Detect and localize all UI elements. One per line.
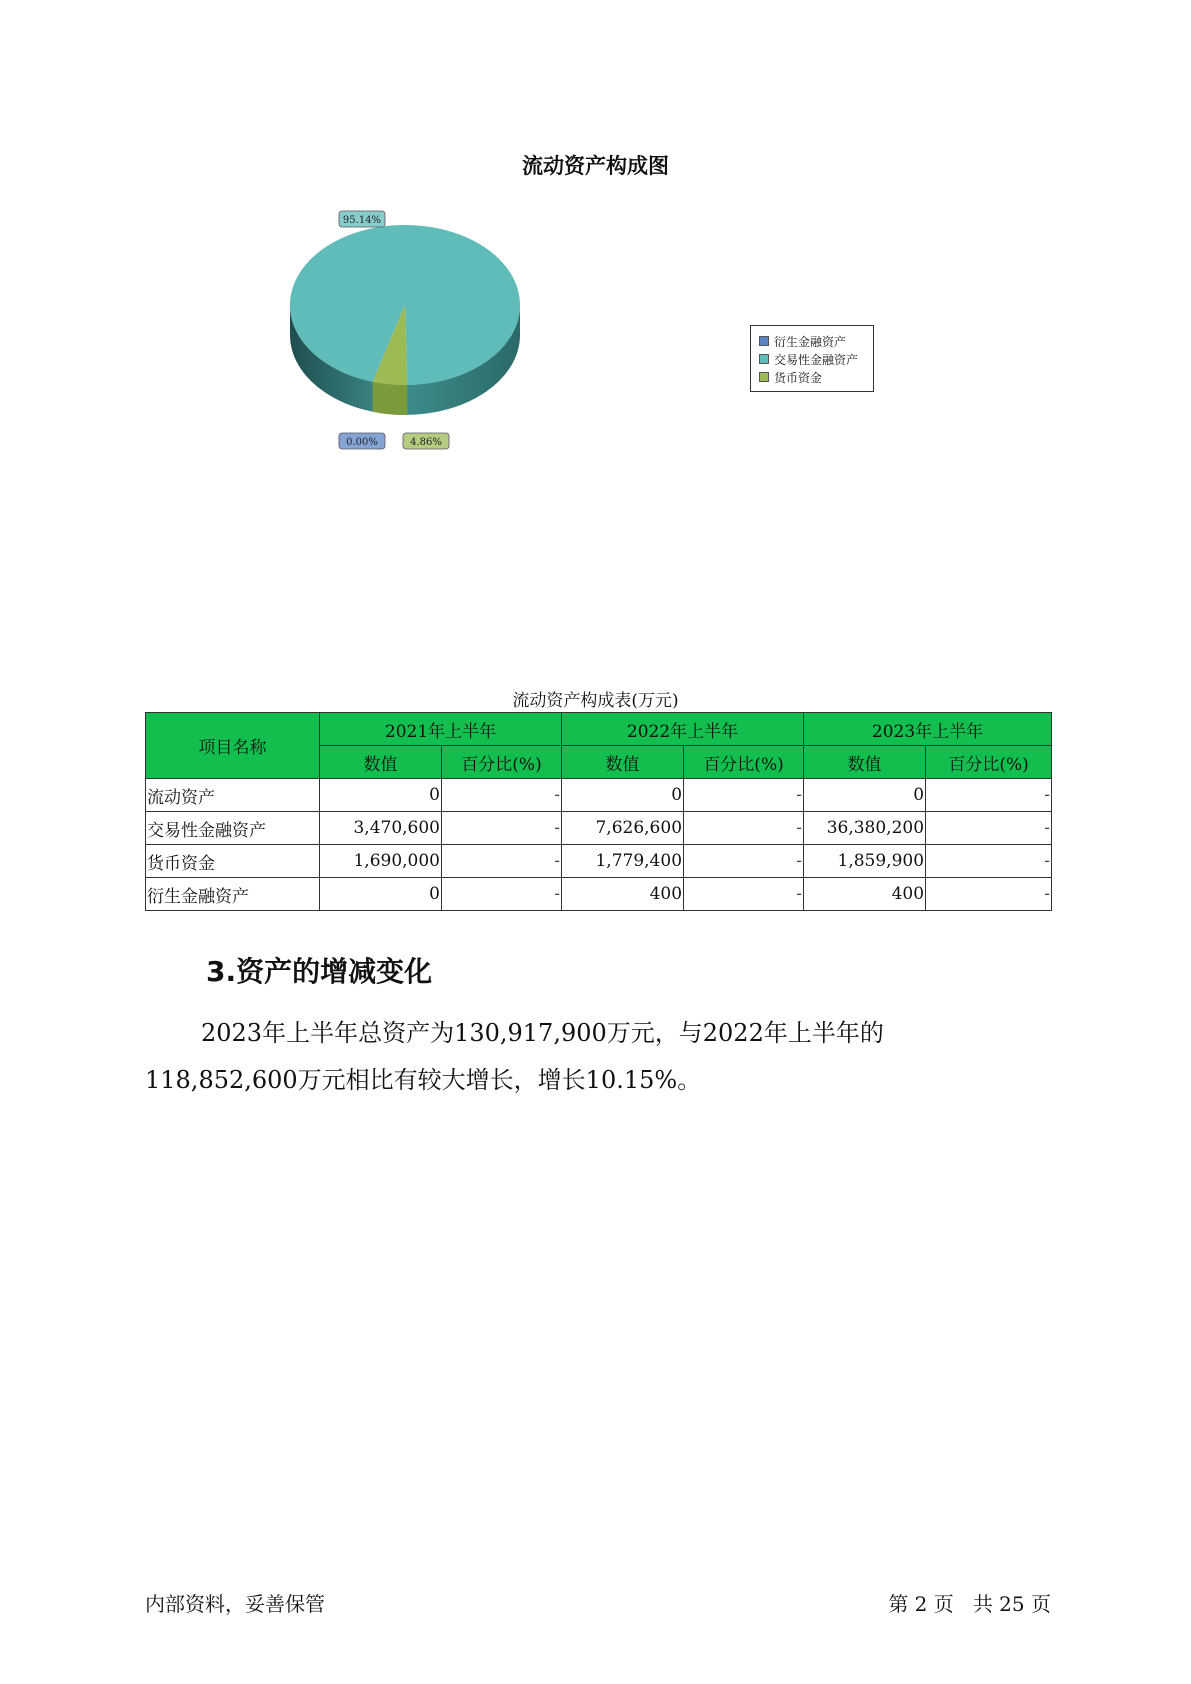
legend-label: 货币资金 <box>774 370 823 385</box>
header-item-name: 项目名称 <box>146 713 320 779</box>
legend-item <box>759 332 869 350</box>
chart-title: 流动资产构成图 <box>522 154 669 178</box>
pie-label-text: 0.00% <box>346 437 378 448</box>
cell-percent: - <box>926 878 1052 911</box>
header-value: 数值 <box>320 746 442 779</box>
row-name: 货币资金 <box>146 845 320 878</box>
cell-value: 1,779,400 <box>562 845 684 878</box>
pie-chart <box>290 205 560 455</box>
row-name: 衍生金融资产 <box>146 878 320 911</box>
table-row <box>146 878 1052 911</box>
cell-value: 1,859,900 <box>804 845 926 878</box>
cell-value: 0 <box>562 779 684 812</box>
pie-label-text: 95.14% <box>342 215 382 226</box>
table-row <box>146 812 1052 845</box>
cell-value: 36,380,200 <box>804 812 926 845</box>
cell-percent: - <box>684 779 804 812</box>
header-period: 2023年上半年 <box>804 713 1052 746</box>
cell-value: 7,626,600 <box>562 812 684 845</box>
footer-confidential: 内部资料，妥善保管 <box>145 1592 325 1616</box>
cell-percent: - <box>684 812 804 845</box>
legend-label: 衍生金融资产 <box>774 334 847 349</box>
table-row <box>146 779 1052 812</box>
header-period: 2022年上半年 <box>562 713 804 746</box>
cell-value: 0 <box>320 878 442 911</box>
legend-label: 交易性金融资产 <box>774 352 859 367</box>
cell-value: 0 <box>320 779 442 812</box>
pie-data-label <box>339 433 385 449</box>
row-name: 交易性金融资产 <box>146 812 320 845</box>
pie-label-text: 4.86% <box>410 437 442 448</box>
legend-swatch <box>759 336 769 346</box>
row-name: 流动资产 <box>146 779 320 812</box>
legend-item <box>759 368 869 386</box>
legend-swatch <box>759 372 769 382</box>
cell-value: 3,470,600 <box>320 812 442 845</box>
cell-value: 1,690,000 <box>320 845 442 878</box>
cell-percent: - <box>684 878 804 911</box>
chart-legend <box>750 325 874 392</box>
pie-slice-side <box>373 382 408 415</box>
cell-percent: - <box>442 845 562 878</box>
cell-value: 400 <box>804 878 926 911</box>
header-percent: 百分比(%) <box>926 746 1052 779</box>
cell-value: 400 <box>562 878 684 911</box>
cell-value: 0 <box>804 779 926 812</box>
legend-item <box>759 350 869 368</box>
cell-percent: - <box>684 845 804 878</box>
assets-table <box>145 712 1052 911</box>
paragraph-text: 2023年上半年总资产为130,917,900万元，与2022年上半年的118,852,600万元相比有较大增长，增长10.15%。 <box>145 1019 884 1094</box>
section-heading: 3.资产的增减变化 <box>206 955 433 988</box>
header-value: 数值 <box>562 746 684 779</box>
cell-percent: - <box>926 845 1052 878</box>
header-percent: 百分比(%) <box>442 746 562 779</box>
table-row <box>146 845 1052 878</box>
cell-percent: - <box>442 779 562 812</box>
body-paragraph <box>145 1010 975 1104</box>
legend-swatch <box>759 354 769 364</box>
cell-percent: - <box>442 878 562 911</box>
table-header-row <box>146 713 1052 746</box>
pie-data-label <box>339 211 385 227</box>
table-caption: 流动资产构成表(万元) <box>512 691 679 711</box>
header-period: 2021年上半年 <box>320 713 562 746</box>
cell-percent: - <box>926 779 1052 812</box>
cell-percent: - <box>926 812 1052 845</box>
footer-page-number: 第 2 页 共 25 页 <box>888 1592 1051 1616</box>
header-value: 数值 <box>804 746 926 779</box>
header-percent: 百分比(%) <box>684 746 804 779</box>
cell-percent: - <box>442 812 562 845</box>
pie-data-label <box>403 433 449 449</box>
